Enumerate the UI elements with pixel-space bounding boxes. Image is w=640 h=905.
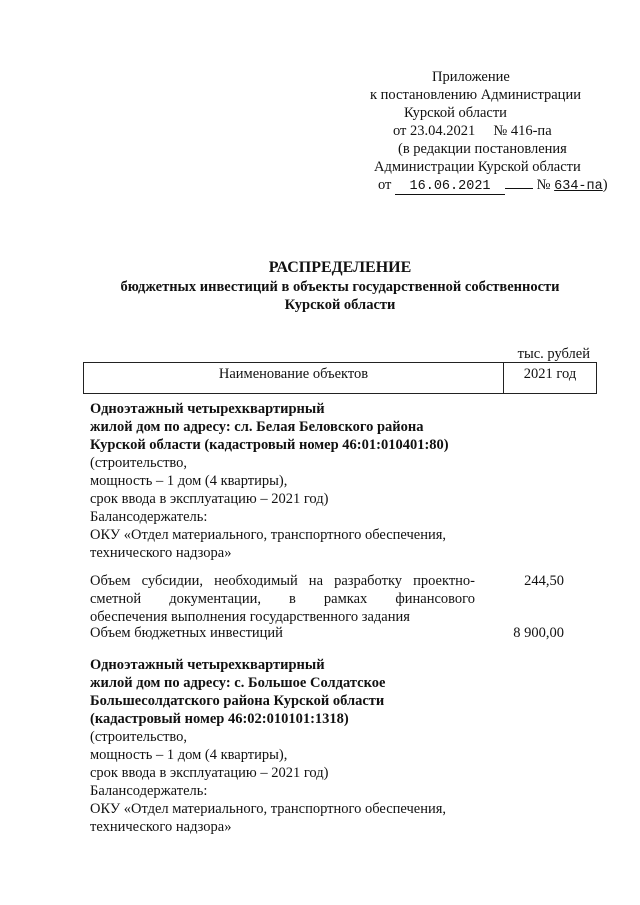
- header-line-edition: (в редакции постановления: [398, 141, 567, 157]
- object-1-investment-row: [90, 624, 594, 642]
- object-2-detail-line-5: ОКУ «Отдел материального, транспортного обеспечения,: [90, 801, 447, 817]
- title-main: РАСПРЕДЕЛЕНИЕ: [268, 259, 412, 276]
- object-1-investment-value: 8 900,00: [513, 625, 564, 641]
- amendment-number-sign: №: [536, 177, 551, 193]
- amendment-date: 16.06.2021: [395, 180, 505, 195]
- object-2-detail-line-4: Балансодержатель:: [90, 783, 208, 799]
- header-line-region: Курской области: [404, 105, 507, 121]
- object-1-subsidy-value: 244,50: [524, 573, 564, 589]
- object-2-detail-line-1: (строительство,: [90, 729, 188, 745]
- amendment-number: 634-па: [554, 179, 603, 194]
- header-line-amendment: от 16.06.2021 № 634-па): [378, 177, 608, 194]
- object-1-detail-line-3: срок ввода в эксплуатацию – 2021 год): [90, 491, 329, 507]
- object-2-detail-line-6: технического надзора»: [90, 819, 232, 835]
- object-1-detail-line-1: (строительство,: [90, 455, 188, 471]
- object-2-title-line-2: жилой дом по адресу: с. Большое Солдатское: [90, 675, 386, 691]
- object-2-title-line-3: Большесолдатского района Курской области: [90, 693, 385, 709]
- title-sub-1: бюджетных инвестиций в объекты государственной собственности: [120, 279, 560, 295]
- column-header-year: 2021 год: [523, 366, 577, 382]
- object-1-title-line-2: жилой дом по адресу: сл. Белая Беловского района: [90, 419, 424, 435]
- header-line-administration: Администрации Курской области: [374, 159, 581, 175]
- object-2-description: [90, 656, 490, 836]
- column-header-name: Наименование объектов: [84, 363, 504, 393]
- object-1-title-line-1: Одноэтажный четырехквартирный: [90, 401, 325, 417]
- object-2-detail-line-3: срок ввода в эксплуатацию – 2021 год): [90, 765, 329, 781]
- object-1-subsidy-row: [90, 572, 594, 626]
- document-title: [80, 258, 600, 314]
- title-sub-2: Курской области: [284, 297, 396, 313]
- header-line-date-number: от 23.04.2021 № 416-па: [393, 123, 552, 139]
- object-2-detail-line-2: мощность – 1 дом (4 квартиры),: [90, 747, 288, 763]
- object-2-title-line-4: (кадастровый номер 46:02:010101:1318): [90, 711, 349, 727]
- header-line-resolution: к постановлению Администрации: [370, 87, 581, 103]
- object-2-title-line-1: Одноэтажный четырехквартирный: [90, 657, 325, 673]
- units-label: тыс. рублей: [517, 346, 590, 362]
- object-1-detail-line-2: мощность – 1 дом (4 квартиры),: [90, 473, 288, 489]
- object-1-detail-line-6: технического надзора»: [90, 545, 232, 561]
- table-header: [83, 362, 597, 394]
- object-1-subsidy-label: Объем субсидии, необходимый на разработку проектно- сметной документации, в рамках финансового обеспечения выполнения государственного задания: [90, 573, 475, 625]
- underline-gap: [505, 176, 533, 189]
- header-line-appendix: Приложение: [432, 69, 510, 85]
- object-1-investment-label: Объем бюджетных инвестиций: [90, 625, 283, 641]
- approval-header: [360, 68, 608, 196]
- object-1-description: [90, 400, 490, 562]
- object-1-title-line-3: Курской области (кадастровый номер 46:01:010401:80): [90, 437, 449, 453]
- amendment-prefix: от: [378, 177, 392, 193]
- object-1-detail-line-5: ОКУ «Отдел материального, транспортного обеспечения,: [90, 527, 447, 543]
- object-1-detail-line-4: Балансодержатель:: [90, 509, 208, 525]
